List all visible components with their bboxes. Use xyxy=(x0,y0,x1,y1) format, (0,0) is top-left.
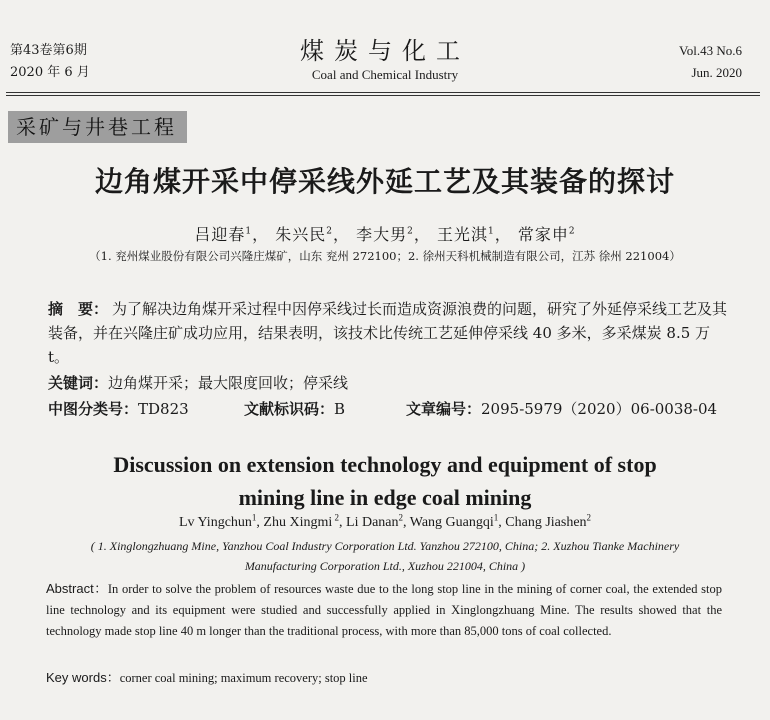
document-code: 文献标识码：B xyxy=(244,400,346,418)
journal-name-cn: 煤炭与化工 xyxy=(300,37,470,65)
author: 吕迎春$^1$， xyxy=(194,225,270,244)
author: 朱兴民$^2$， xyxy=(275,225,351,244)
abstract-cn xyxy=(48,297,728,369)
author: 常家申$^2$ xyxy=(517,225,576,244)
date-cn: 2020 年 6 月 xyxy=(10,65,90,80)
clc-number: 中图分类号：TD823 xyxy=(48,400,189,418)
author: Wang Guangqi$^1$, xyxy=(409,512,506,530)
keywords-en-text: corner coal mining; maximum recovery; stop line xyxy=(119,671,368,685)
abstract-en xyxy=(46,578,722,642)
title-en: Discussion on extension technology and equipment of stop mining line in edge coal mining xyxy=(113,452,657,510)
author: Lv Yingchun$^1$, xyxy=(178,512,264,530)
authors-en xyxy=(0,512,770,531)
author: 李大男$^2$， xyxy=(356,225,431,244)
affiliation-cn: （1. 兖州煤业股份有限公司兴隆庄煤矿，山东 兖州 272100；2. 徐州天科机械制造有限公司，江苏 徐州 221004） xyxy=(89,249,681,263)
author: Chang Jiashen$^2$ xyxy=(505,512,592,530)
article-number: 文章编号：2095-5979（2020）06-0038-04 xyxy=(406,400,718,418)
header-right xyxy=(679,40,742,84)
authors-cn xyxy=(0,222,770,245)
abstract-en-text: In order to solve the problem of resources waste due to the long stop line in the mining of corner coal, the extended stop line technology and its equipment were studied and successfully applied in Xinglongzhuang Mine. The results showed that the technology made stop line 40 m longer than the traditional process, with more than 85,000 tons of coal collected. xyxy=(46,582,723,638)
header-rule-bottom xyxy=(6,95,760,96)
author: Li Danan$^2$, xyxy=(346,512,410,530)
keywords-en-label: Key words： xyxy=(46,670,120,685)
volume-cn: 第43卷第6期 xyxy=(10,43,87,58)
date-en: Jun. 2020 xyxy=(691,65,742,80)
journal-name-en: Coal and Chemical Industry xyxy=(311,67,459,82)
keywords-cn-text: 边角煤开采；最大限度回收；停采线 xyxy=(108,374,349,392)
author: 王光淇$^1$， xyxy=(436,225,512,244)
affiliation-en: ( 1. Xinglongzhuang Mine, Yanzhou Coal Industry Corporation Ltd. Yanzhou 272100, China; 2. Xuzhou Tianke Machinery Manufacturing Corporation Ltd., Xuzhou 221004, China ) xyxy=(90,539,680,573)
abstract-cn-text: 为了解决边角煤开采过程中因停采线过长而造成资源浪费的问题，研究了外延停采线工艺及其装备，并在兴隆庄矿成功应用，结果表明，该技术比传统工艺延伸停采线 40 多米，多采煤炭 8.5 万 t。 xyxy=(48,300,728,366)
title-cn: 边角煤开采中停采线外延工艺及其装备的探讨 xyxy=(94,165,675,198)
author: Zhu Xingmi $^2$, xyxy=(263,512,347,530)
abstract-en-label: Abstract： xyxy=(46,581,108,596)
abstract-cn-label: 摘 要： xyxy=(48,300,109,318)
section-tag: 采矿与井巷工程 xyxy=(8,111,187,143)
keywords-cn-label: 关键词： xyxy=(48,374,109,392)
keywords-en xyxy=(46,667,722,689)
keywords-cn xyxy=(48,371,728,395)
volume-en: Vol.43 No.6 xyxy=(679,43,742,58)
header-rule-top xyxy=(6,92,760,93)
header-center xyxy=(0,36,770,84)
